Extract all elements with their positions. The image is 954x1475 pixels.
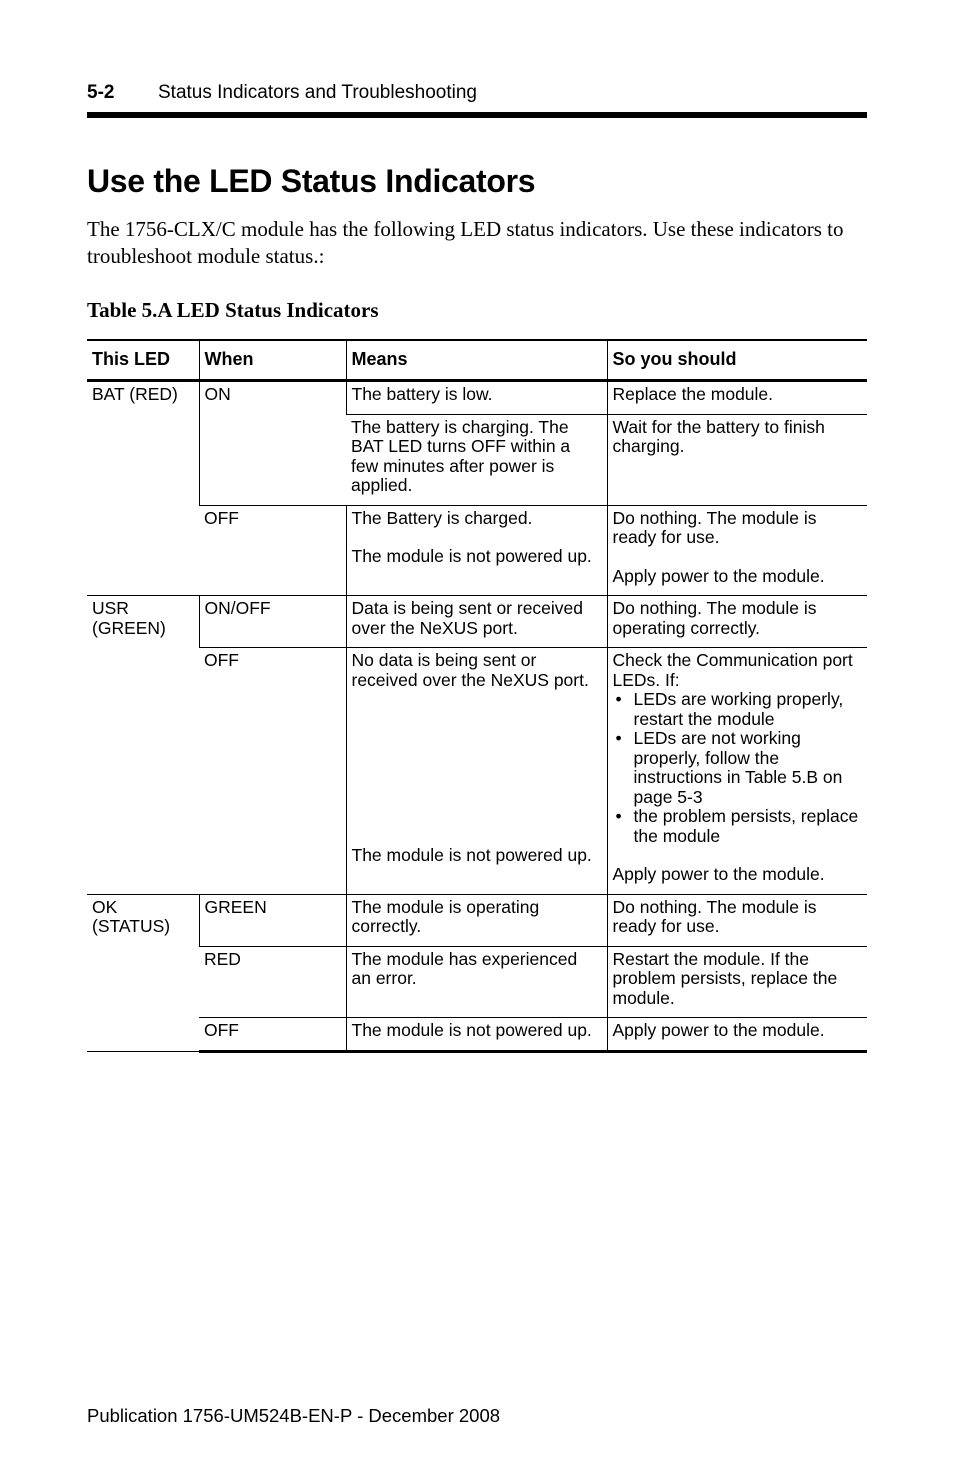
led-cell-bat: BAT (RED) bbox=[87, 381, 199, 596]
running-header bbox=[87, 80, 867, 106]
action-text: Apply power to the module. bbox=[612, 864, 825, 884]
led-cell-usr: USR (GREEN) bbox=[87, 596, 199, 895]
means-text: The module is not powered up. bbox=[351, 845, 592, 865]
means-cell bbox=[346, 648, 607, 895]
when-cell: GREEN bbox=[199, 894, 346, 946]
action-cell: Restart the module. If the problem persists, replace the module. bbox=[607, 946, 867, 1018]
means-cell: The module is not powered up. bbox=[346, 1018, 607, 1052]
means-cell: The module has experienced an error. bbox=[346, 946, 607, 1018]
intro-paragraph: The 1756-CLX/C module has the following LED status indicators. Use these indicators to troubleshoot module status.: bbox=[87, 217, 844, 268]
means-cell: The battery is low. bbox=[346, 381, 607, 415]
action-cell: Do nothing. The module is ready for use. bbox=[607, 894, 867, 946]
table-row bbox=[87, 1018, 867, 1052]
when-cell: RED bbox=[199, 946, 346, 1018]
when-cell: ON bbox=[199, 381, 346, 506]
column-header-means: Means bbox=[346, 340, 607, 381]
action-cell: Do nothing. The module is operating correctly. bbox=[607, 596, 867, 648]
means-text: The module is not powered up. bbox=[351, 546, 592, 566]
table-header-row bbox=[87, 340, 867, 381]
publication-footer: Publication 1756-UM524B-EN-P - December 2008 bbox=[87, 1405, 501, 1426]
means-cell: The battery is charging. The BAT LED turns OFF within a few minutes after power is applied. bbox=[346, 414, 607, 505]
bullet-item: • LEDs are working properly, restart the module bbox=[613, 690, 863, 729]
means-text: No data is being sent or received over the NeXUS port. bbox=[351, 650, 589, 690]
table-row bbox=[87, 505, 867, 596]
action-text: Apply power to the module. bbox=[612, 565, 825, 586]
table-row bbox=[87, 894, 867, 946]
column-header-when: When bbox=[199, 340, 346, 381]
means-text: The Battery is charged. bbox=[351, 507, 533, 528]
action-cell bbox=[607, 505, 867, 596]
led-status-table bbox=[87, 339, 867, 1053]
action-cell: Apply power to the module. bbox=[607, 1018, 867, 1052]
means-cell: The module is operating correctly. bbox=[346, 894, 607, 946]
action-text: Check the Communication port LEDs. If: bbox=[612, 650, 853, 690]
led-cell-ok: OK (STATUS) bbox=[87, 894, 199, 1051]
table-caption: Table 5.A LED Status Indicators bbox=[87, 298, 379, 322]
table-row bbox=[87, 946, 867, 1018]
means-cell bbox=[346, 505, 607, 596]
page-number: 5-2 bbox=[87, 82, 115, 103]
action-cell bbox=[607, 648, 867, 895]
bullet-item: • LEDs are not working properly, follow the instructions in Table 5.B on page 5-3 bbox=[613, 729, 863, 807]
when-cell: OFF bbox=[199, 505, 346, 596]
means-cell: Data is being sent or received over the NeXUS port. bbox=[346, 596, 607, 648]
table-row bbox=[87, 596, 867, 648]
when-cell: ON/OFF bbox=[199, 596, 346, 648]
bullet-item: • the problem persists, replace the module bbox=[613, 807, 863, 846]
section-title: Status Indicators and Troubleshooting bbox=[158, 82, 477, 103]
action-cell: Replace the module. bbox=[607, 381, 867, 415]
table-row bbox=[87, 381, 867, 415]
header-rule bbox=[87, 112, 867, 118]
column-header-action: So you should bbox=[607, 340, 867, 381]
when-cell: OFF bbox=[199, 648, 346, 895]
action-text: Do nothing. The module is ready for use. bbox=[612, 507, 817, 547]
table-row bbox=[87, 648, 867, 895]
action-cell: Wait for the battery to finish charging. bbox=[607, 414, 867, 505]
when-cell: OFF bbox=[199, 1018, 346, 1052]
page-heading: Use the LED Status Indicators bbox=[87, 163, 536, 199]
action-bullet-list bbox=[613, 690, 863, 846]
column-header-led: This LED bbox=[87, 340, 199, 381]
